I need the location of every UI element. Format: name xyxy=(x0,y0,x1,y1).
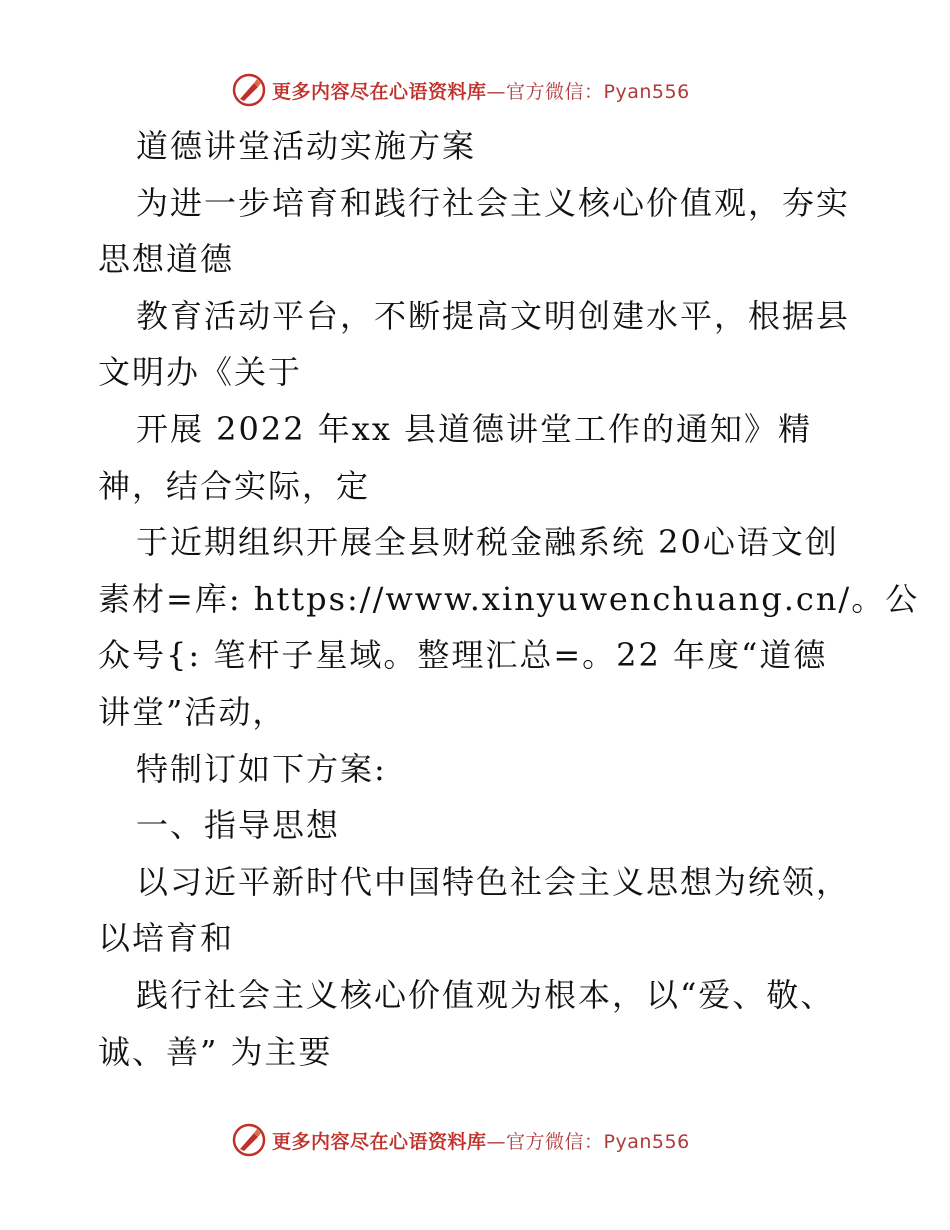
document-line: 特制订如下方案: xyxy=(136,749,387,788)
document-line: 开展 2022 年xx 县道德讲堂工作的通知》精 xyxy=(136,409,813,448)
document-line: 众号{: 笔杆子星域。整理汇总=。22 年度“道德 xyxy=(98,636,828,675)
document-line: 教育活动平台，不断提高文明创建水平，根据县 xyxy=(136,296,851,335)
document-line: 素材=库: https://www.xinyuwenchuang.cn/。公 xyxy=(98,579,920,618)
banner-site-text: 更多内容尽在心语资料库 xyxy=(272,1130,487,1153)
pen-nib-logo-icon xyxy=(232,73,266,107)
document-line: 文明办《关于 xyxy=(98,353,303,392)
document-line: 以培育和 xyxy=(98,919,235,958)
banner-text xyxy=(272,1127,690,1154)
document-line: 神，结合实际，定 xyxy=(98,466,371,505)
document-line: 诚、善” 为主要 xyxy=(98,1032,333,1071)
banner-site-text: 更多内容尽在心语资料库 xyxy=(272,80,487,103)
footer-banner xyxy=(232,1122,690,1158)
document-line: 为进一步培育和践行社会主义核心价值观，夯实 xyxy=(136,183,851,222)
banner-contact-text: —官方微信：Pyan556 xyxy=(486,1130,690,1153)
pen-nib-logo-icon xyxy=(232,1123,266,1157)
document-line: 践行社会主义核心价值观为根本，以“爱、敬、 xyxy=(136,975,835,1014)
header-banner xyxy=(232,72,690,108)
section-heading: 一、指导思想 xyxy=(136,806,341,845)
document-title: 道德讲堂活动实施方案 xyxy=(136,127,477,165)
banner-text xyxy=(272,77,690,104)
document-line: 讲堂”活动， xyxy=(98,692,287,731)
document-line: 思想道德 xyxy=(98,240,235,279)
document-line: 于近期组织开展全县财税金融系统 20心语文创 xyxy=(136,523,839,562)
document-body xyxy=(98,118,920,1080)
document-line: 以习近平新时代中国特色社会主义思想为统领， xyxy=(136,862,851,901)
banner-contact-text: —官方微信：Pyan556 xyxy=(486,80,690,103)
